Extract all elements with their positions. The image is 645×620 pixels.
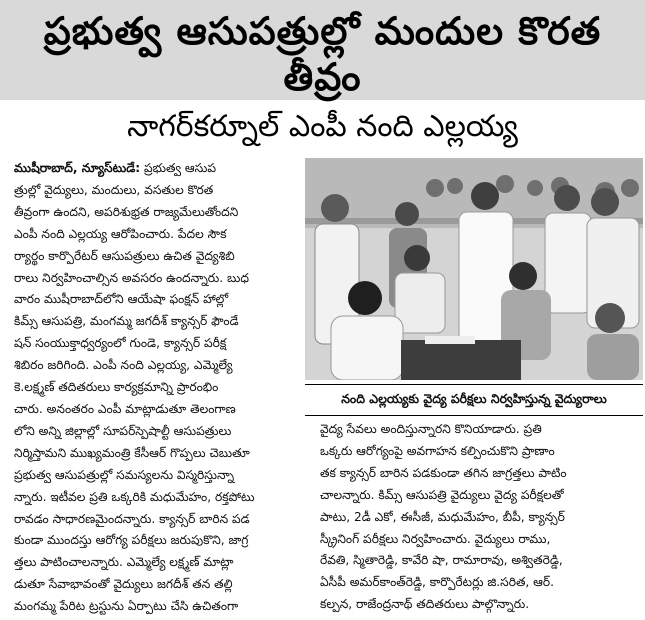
- body-line: ఏసీపీ అమర్‌కాంత్‌రెడ్డి, కార్పొరేటర్లు జి.సరిత, ఆర్.: [320, 575, 555, 590]
- body-line: ఒక్కరు ఆరోగ్యంపై అవగాహన కల్పించుకొని ప్రాణాం: [320, 443, 555, 458]
- body-line: ప్రభుత్వ ఆసుపత్రుల్లో సమస్యలను విస్మరిస్తున్నా: [14, 467, 235, 482]
- body-line: కిమ్స్ ఆసుపత్రి, మంగమ్మ జగదీశ్ క్యాన్సర్ ఫౌండే: [14, 314, 239, 329]
- body-line: త్రుల్లో వైద్యులు, మందులు, వసతుల కొరత: [14, 182, 214, 197]
- body-line: తీవ్రంగా ఉందని, అపరిశుభ్రత రాజ్యమేలుతోందని: [14, 204, 239, 219]
- body-line: స్క్రీనింగ్ పరీక్షలు నిర్వహించారు. వైద్యులు రాము,: [320, 531, 551, 546]
- body-line: కుండా ముందస్తు ఆరోగ్య పరీక్షలు జరుపుకొని, జాగ్ర: [14, 533, 249, 548]
- body-line: నిర్మిస్తామని ముఖ్యమంత్రి కేసీఆర్ గొప్పలు చెబుతూ: [14, 445, 250, 460]
- body-line: కల్పన, రాజేంద్రనాథ్ తదితరులు పాల్గొన్నారు.: [320, 597, 530, 612]
- body-line: లోని అన్ని జిల్లాల్లో సూపర్‌స్పెషాల్టీ ఆసుపత్రులు: [14, 423, 232, 438]
- left-body: [14, 180, 306, 618]
- photo-illustration: [305, 158, 643, 380]
- body-line: తక క్యాన్సర్ బారిన పడకుండా తగిన జాగ్రత్తలు పాటిం: [320, 465, 567, 480]
- body-line: కె.లక్ష్మణ్ తదితరులు కార్యక్రమాన్ని ప్రారంభిం: [14, 380, 219, 395]
- body-line: న్నారు. ఇటీవల ప్రతి ఒక్కరికి మధుమేహం, రక్తపోటు: [14, 489, 255, 504]
- body-line: శిబిరం జరిగింది. ఎంపీ నంది ఎల్లయ్య, ఎమ్మెల్యే: [14, 358, 233, 373]
- subheadline: నాగర్‌కర్నూల్ ఎంపీ నంది ఎల్లయ్య: [127, 109, 518, 144]
- article-column-right: [320, 419, 638, 616]
- body-line: ర్యార్థం కార్పొరేటర్ ఆసుపత్రులు ఉచిత వైద్యశిబి: [14, 248, 235, 263]
- body-line: ఎంపీ నంది ఎల్లయ్య ఆరోపించారు. పేదల సౌక: [14, 226, 227, 241]
- body-line: వారం ముషీరాబాద్‌లోని ఆయేషా ఫంక్షన్ హాల్లో: [14, 292, 229, 307]
- body-line: చారు. అనంతరం ఎంపీ మాట్లాడుతూ తెలంగాణ: [14, 401, 236, 416]
- body-line: రాలు నిర్వహించాల్సిన అవసరం ఉందన్నారు. బుధ: [14, 270, 249, 285]
- body-line: డుతూ సేవాభావంతో వైద్యులు జగదీశ్ తన తల్లి: [14, 577, 233, 592]
- lead-text: ప్రభుత్వ ఆసుప: [140, 161, 217, 175]
- headline: ప్రభుత్వ ఆసుపత్రుల్లో మందుల కొరత తీవ్రం: [43, 9, 602, 99]
- photo-caption: నంది ఎల్లయ్యకు వైద్య పరీక్షలు నిర్వహిస్తున్న వైద్యురాలు: [305, 384, 643, 416]
- body-line: షన్ సంయుక్తాధ్వర్యంలో గుండె, క్యాన్సర్ పరీక్ష: [14, 336, 227, 351]
- body-line: త్తలు పాటించాలన్నారు. ఎమ్మెల్యే లక్ష్మణ్ మాట్లా: [14, 555, 234, 570]
- right-body: [320, 419, 638, 616]
- body-line: వైద్య సేవలు అందిస్తున్నారని కొనియాడారు. ప్రతి: [320, 422, 542, 436]
- article-column-left: [14, 158, 306, 618]
- news-photo: [305, 158, 643, 380]
- body-line: మంగమ్మ పేరిట ట్రస్టును ఏర్పాటు చేసి ఉచితంగా: [14, 599, 239, 614]
- body-line: రేవతి, స్మితారెడ్డి, కావేరి షా, రామారావు, అశ్వితరెడ్డి,: [320, 553, 563, 568]
- body-line: రావడం సాధారణమైందన్నారు. క్యాన్సర్ బారిన పడ: [14, 511, 250, 526]
- dateline: ముషీరాబాద్, న్యూస్‌టుడే:: [14, 161, 141, 175]
- body-line: పాటు, 2డీ ఎకో, ఈసీజీ, మధుమేహం, బీపీ, క్యాన్సర్: [320, 509, 565, 524]
- article-lead-line: [14, 158, 306, 180]
- body-line: చాలన్నారు. కిమ్స్ ఆసుపత్రి వైద్యులు వైద్య పరీక్షలతో: [320, 487, 564, 502]
